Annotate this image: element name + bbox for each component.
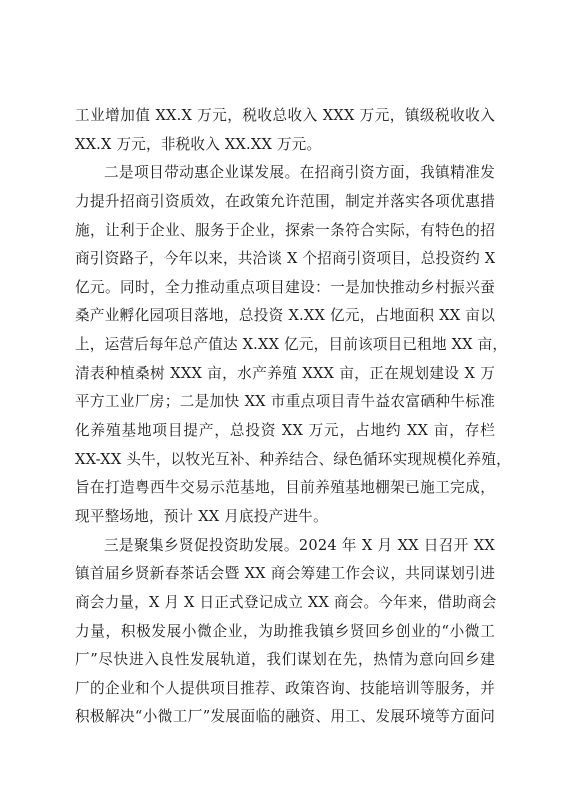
text-line: 积极解决“小微工厂”发展面临的融资、用工、发展环境等方面问 [75, 708, 495, 726]
text-line: 上，运营后每年总产值达 X.XX 亿元，目前该项目已租地 XX 亩， [75, 336, 508, 354]
text-line: 二是项目带动惠企业谋发展。在招商引资方面，我镇精准发 [104, 164, 495, 182]
text-line: 清表种植桑树 XXX 亩，水产养殖 XXX 亩，正在规划建设 X 万 [75, 364, 495, 382]
text-line: 现平整场地，预计 XX 月底投产进牛。 [75, 507, 328, 525]
text-line: 力量，积极发展小微企业，为助推我镇乡贤回乡创业的“小微工 [75, 622, 495, 640]
text-line: 工业增加值 XX.X 万元，税收总收入 XXX 万元，镇级税收收入 [75, 107, 495, 124]
text-line: 厂”尽快进入良性发展轨道，我们谋划在先，热情为意向回乡建 [75, 651, 495, 669]
text-line: 力提升招商引资质效，在政策允许范围，制定并落实各项优惠措 [75, 192, 495, 210]
text-line: 商会力量，X 月 X 日正式登记成立 XX 商会。今年来，借助商会 [75, 593, 497, 611]
text-line: 施，让利于企业、服务于企业，探索一条符合实际，有特色的招 [75, 221, 495, 239]
text-line: 三是聚集乡贤促投资助发展。2024 年 X 月 XX 日召开 XX [104, 536, 495, 554]
text-line: 厂的企业和个人提供项目推荐、政策咨询、技能培训等服务，并 [75, 679, 495, 697]
text-line: XX.X 万元，非税收入 XX.XX 万元。 [75, 135, 322, 153]
text-line: 旨在打造粤西牛交易示范基地，目前养殖基地棚架已施工完成， [75, 479, 495, 497]
text-line: XX-XX 头牛，以牧光互补、种养结合、绿色循环实现规模化养殖， [75, 450, 511, 468]
text-line: 平方工业厂房；二是加快 XX 市重点项目青牛益农富硒种牛标准 [75, 393, 495, 411]
text-line: 桑产业孵化园项目落地，总投资 X.XX 亿元，占地面积 XX 亩以 [75, 307, 495, 325]
text-line: 镇首届乡贤新春茶话会暨 XX 商会筹建工作会议，共同谋划引进 [75, 565, 495, 583]
text-line: 商引资路子，今年以来，共洽谈 X 个招商引资项目，总投资约 X [75, 250, 496, 268]
document-body [75, 102, 511, 732]
text-line: 亿元。同时，全力推动重点项目建设：一是加快推动乡村振兴蚕 [75, 278, 495, 296]
text-line: 化养殖基地项目提产，总投资 XX 万元，占地约 XX 亩，存栏 [75, 422, 495, 440]
